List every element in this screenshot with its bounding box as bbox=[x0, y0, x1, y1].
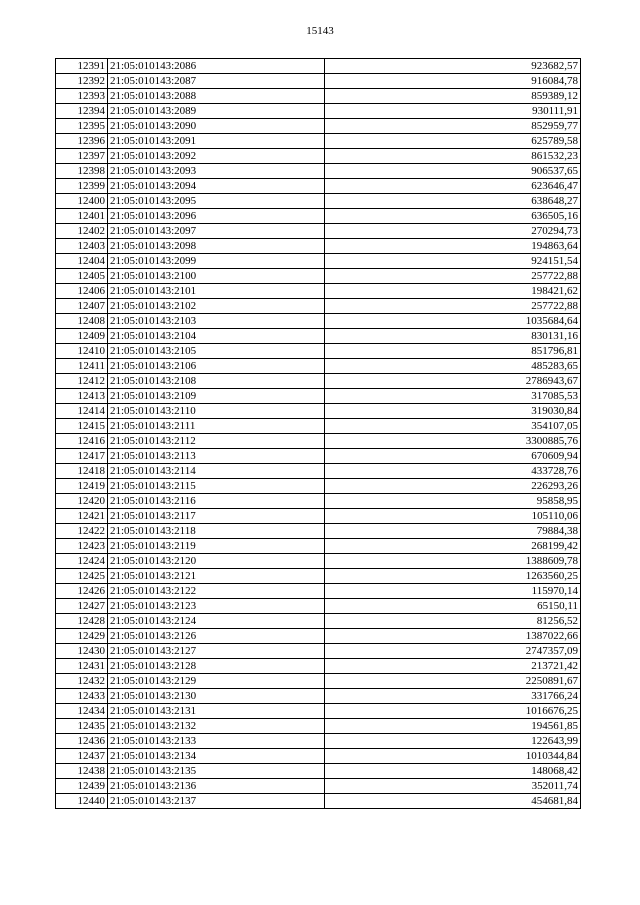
row-number-cell: 12394 bbox=[56, 104, 108, 119]
table-row bbox=[56, 89, 581, 104]
cadastral-number-cell: 21:05:010143:2130 bbox=[108, 689, 325, 704]
table-row bbox=[56, 734, 581, 749]
row-number-cell: 12399 bbox=[56, 179, 108, 194]
row-number-cell: 12412 bbox=[56, 374, 108, 389]
row-number-cell: 12432 bbox=[56, 674, 108, 689]
row-number-cell: 12422 bbox=[56, 524, 108, 539]
cadastral-number-cell: 21:05:010143:2103 bbox=[108, 314, 325, 329]
cadastral-number-cell: 21:05:010143:2110 bbox=[108, 404, 325, 419]
cadastral-value-cell: 331766,24 bbox=[325, 689, 581, 704]
cadastral-value-cell: 1263560,25 bbox=[325, 569, 581, 584]
table-row bbox=[56, 239, 581, 254]
table-row bbox=[56, 359, 581, 374]
cadastral-value-cell: 923682,57 bbox=[325, 59, 581, 74]
cadastral-number-cell: 21:05:010143:2118 bbox=[108, 524, 325, 539]
row-number-cell: 12431 bbox=[56, 659, 108, 674]
table-row bbox=[56, 554, 581, 569]
cadastral-value-cell: 198421,62 bbox=[325, 284, 581, 299]
cadastral-value-cell: 115970,14 bbox=[325, 584, 581, 599]
cadastral-number-cell: 21:05:010143:2108 bbox=[108, 374, 325, 389]
cadastral-value-cell: 2786943,67 bbox=[325, 374, 581, 389]
cadastral-value-cell: 194561,85 bbox=[325, 719, 581, 734]
row-number-cell: 12402 bbox=[56, 224, 108, 239]
cadastral-value-cell: 3300885,76 bbox=[325, 434, 581, 449]
cadastral-value-cell: 851796,81 bbox=[325, 344, 581, 359]
row-number-cell: 12415 bbox=[56, 419, 108, 434]
table-row bbox=[56, 59, 581, 74]
cadastral-number-cell: 21:05:010143:2123 bbox=[108, 599, 325, 614]
row-number-cell: 12407 bbox=[56, 299, 108, 314]
cadastral-number-cell: 21:05:010143:2092 bbox=[108, 149, 325, 164]
table-row bbox=[56, 599, 581, 614]
cadastral-number-cell: 21:05:010143:2129 bbox=[108, 674, 325, 689]
cadastral-value-cell: 861532,23 bbox=[325, 149, 581, 164]
row-number-cell: 12401 bbox=[56, 209, 108, 224]
row-number-cell: 12393 bbox=[56, 89, 108, 104]
table-row bbox=[56, 284, 581, 299]
cadastral-number-cell: 21:05:010143:2124 bbox=[108, 614, 325, 629]
table-row bbox=[56, 509, 581, 524]
cadastral-number-cell: 21:05:010143:2127 bbox=[108, 644, 325, 659]
table-row bbox=[56, 569, 581, 584]
table-row bbox=[56, 254, 581, 269]
table-row bbox=[56, 389, 581, 404]
cadastral-value-cell: 1010344,84 bbox=[325, 749, 581, 764]
table-row bbox=[56, 119, 581, 134]
cadastral-number-cell: 21:05:010143:2100 bbox=[108, 269, 325, 284]
cadastral-number-cell: 21:05:010143:2088 bbox=[108, 89, 325, 104]
cadastral-value-cell: 670609,94 bbox=[325, 449, 581, 464]
table-row bbox=[56, 404, 581, 419]
row-number-cell: 12409 bbox=[56, 329, 108, 344]
table-row bbox=[56, 704, 581, 719]
row-number-cell: 12437 bbox=[56, 749, 108, 764]
table-row bbox=[56, 374, 581, 389]
cadastral-value-cell: 2747357,09 bbox=[325, 644, 581, 659]
cadastral-value-cell: 623646,47 bbox=[325, 179, 581, 194]
row-number-cell: 12405 bbox=[56, 269, 108, 284]
table-row bbox=[56, 719, 581, 734]
row-number-cell: 12435 bbox=[56, 719, 108, 734]
table-row bbox=[56, 209, 581, 224]
table-row bbox=[56, 479, 581, 494]
cadastral-value-cell: 930111,91 bbox=[325, 104, 581, 119]
cadastral-value-cell: 1387022,66 bbox=[325, 629, 581, 644]
table-row bbox=[56, 104, 581, 119]
cadastral-value-cell: 319030,84 bbox=[325, 404, 581, 419]
cadastral-number-cell: 21:05:010143:2116 bbox=[108, 494, 325, 509]
cadastral-number-cell: 21:05:010143:2096 bbox=[108, 209, 325, 224]
row-number-cell: 12430 bbox=[56, 644, 108, 659]
cadastral-value-table bbox=[55, 58, 581, 809]
cadastral-number-cell: 21:05:010143:2109 bbox=[108, 389, 325, 404]
cadastral-value-cell: 2250891,67 bbox=[325, 674, 581, 689]
cadastral-number-cell: 21:05:010143:2120 bbox=[108, 554, 325, 569]
cadastral-number-cell: 21:05:010143:2133 bbox=[108, 734, 325, 749]
row-number-cell: 12416 bbox=[56, 434, 108, 449]
cadastral-number-cell: 21:05:010143:2111 bbox=[108, 419, 325, 434]
row-number-cell: 12419 bbox=[56, 479, 108, 494]
row-number-cell: 12421 bbox=[56, 509, 108, 524]
cadastral-number-cell: 21:05:010143:2094 bbox=[108, 179, 325, 194]
table-row bbox=[56, 344, 581, 359]
cadastral-number-cell: 21:05:010143:2095 bbox=[108, 194, 325, 209]
table-row bbox=[56, 539, 581, 554]
cadastral-value-cell: 638648,27 bbox=[325, 194, 581, 209]
cadastral-value-cell: 226293,26 bbox=[325, 479, 581, 494]
row-number-cell: 12417 bbox=[56, 449, 108, 464]
row-number-cell: 12411 bbox=[56, 359, 108, 374]
table-row bbox=[56, 524, 581, 539]
cadastral-value-cell: 95858,95 bbox=[325, 494, 581, 509]
cadastral-value-cell: 213721,42 bbox=[325, 659, 581, 674]
cadastral-number-cell: 21:05:010143:2128 bbox=[108, 659, 325, 674]
cadastral-number-cell: 21:05:010143:2132 bbox=[108, 719, 325, 734]
table-row bbox=[56, 464, 581, 479]
table-row bbox=[56, 299, 581, 314]
table-row bbox=[56, 419, 581, 434]
cadastral-number-cell: 21:05:010143:2112 bbox=[108, 434, 325, 449]
cadastral-value-cell: 257722,88 bbox=[325, 299, 581, 314]
cadastral-number-cell: 21:05:010143:2134 bbox=[108, 749, 325, 764]
cadastral-value-cell: 433728,76 bbox=[325, 464, 581, 479]
cadastral-value-cell: 916084,78 bbox=[325, 74, 581, 89]
cadastral-number-cell: 21:05:010143:2104 bbox=[108, 329, 325, 344]
table-row bbox=[56, 179, 581, 194]
row-number-cell: 12424 bbox=[56, 554, 108, 569]
row-number-cell: 12392 bbox=[56, 74, 108, 89]
cadastral-number-cell: 21:05:010143:2135 bbox=[108, 764, 325, 779]
page-number: 15143 bbox=[306, 25, 334, 37]
row-number-cell: 12434 bbox=[56, 704, 108, 719]
row-number-cell: 12397 bbox=[56, 149, 108, 164]
table-row bbox=[56, 614, 581, 629]
cadastral-number-cell: 21:05:010143:2126 bbox=[108, 629, 325, 644]
cadastral-number-cell: 21:05:010143:2106 bbox=[108, 359, 325, 374]
row-number-cell: 12427 bbox=[56, 599, 108, 614]
row-number-cell: 12413 bbox=[56, 389, 108, 404]
cadastral-number-cell: 21:05:010143:2121 bbox=[108, 569, 325, 584]
row-number-cell: 12438 bbox=[56, 764, 108, 779]
row-number-cell: 12425 bbox=[56, 569, 108, 584]
row-number-cell: 12396 bbox=[56, 134, 108, 149]
row-number-cell: 12410 bbox=[56, 344, 108, 359]
row-number-cell: 12433 bbox=[56, 689, 108, 704]
row-number-cell: 12406 bbox=[56, 284, 108, 299]
cadastral-value-cell: 924151,54 bbox=[325, 254, 581, 269]
row-number-cell: 12391 bbox=[56, 59, 108, 74]
cadastral-number-cell: 21:05:010143:2119 bbox=[108, 539, 325, 554]
cadastral-value-cell: 270294,73 bbox=[325, 224, 581, 239]
table-row bbox=[56, 749, 581, 764]
table-row bbox=[56, 584, 581, 599]
table-row bbox=[56, 494, 581, 509]
cadastral-value-cell: 906537,65 bbox=[325, 164, 581, 179]
table-row bbox=[56, 659, 581, 674]
cadastral-number-cell: 21:05:010143:2131 bbox=[108, 704, 325, 719]
cadastral-value-cell: 268199,42 bbox=[325, 539, 581, 554]
row-number-cell: 12404 bbox=[56, 254, 108, 269]
cadastral-number-cell: 21:05:010143:2091 bbox=[108, 134, 325, 149]
cadastral-number-cell: 21:05:010143:2105 bbox=[108, 344, 325, 359]
table-row bbox=[56, 164, 581, 179]
cadastral-value-cell: 257722,88 bbox=[325, 269, 581, 284]
cadastral-value-cell: 625789,58 bbox=[325, 134, 581, 149]
table-row bbox=[56, 329, 581, 344]
cadastral-value-cell: 79884,38 bbox=[325, 524, 581, 539]
cadastral-number-cell: 21:05:010143:2136 bbox=[108, 779, 325, 794]
cadastral-value-cell: 148068,42 bbox=[325, 764, 581, 779]
row-number-cell: 12428 bbox=[56, 614, 108, 629]
cadastral-number-cell: 21:05:010143:2093 bbox=[108, 164, 325, 179]
table-row bbox=[56, 689, 581, 704]
table-row bbox=[56, 449, 581, 464]
table-row bbox=[56, 794, 581, 809]
row-number-cell: 12414 bbox=[56, 404, 108, 419]
row-number-cell: 12429 bbox=[56, 629, 108, 644]
cadastral-value-cell: 65150,11 bbox=[325, 599, 581, 614]
cadastral-value-cell: 122643,99 bbox=[325, 734, 581, 749]
table-row bbox=[56, 314, 581, 329]
row-number-cell: 12398 bbox=[56, 164, 108, 179]
row-number-cell: 12439 bbox=[56, 779, 108, 794]
cadastral-value-cell: 454681,84 bbox=[325, 794, 581, 809]
cadastral-value-cell: 485283,65 bbox=[325, 359, 581, 374]
cadastral-value-cell: 194863,64 bbox=[325, 239, 581, 254]
row-number-cell: 12423 bbox=[56, 539, 108, 554]
row-number-cell: 12418 bbox=[56, 464, 108, 479]
cadastral-value-cell: 81256,52 bbox=[325, 614, 581, 629]
table-row bbox=[56, 629, 581, 644]
row-number-cell: 12440 bbox=[56, 794, 108, 809]
table-row bbox=[56, 224, 581, 239]
table-row bbox=[56, 194, 581, 209]
table-body bbox=[56, 59, 581, 809]
cadastral-value-cell: 636505,16 bbox=[325, 209, 581, 224]
row-number-cell: 12436 bbox=[56, 734, 108, 749]
table-row bbox=[56, 74, 581, 89]
cadastral-number-cell: 21:05:010143:2102 bbox=[108, 299, 325, 314]
table-row bbox=[56, 779, 581, 794]
table-row bbox=[56, 149, 581, 164]
table-row bbox=[56, 674, 581, 689]
cadastral-value-cell: 317085,53 bbox=[325, 389, 581, 404]
row-number-cell: 12420 bbox=[56, 494, 108, 509]
cadastral-number-cell: 21:05:010143:2099 bbox=[108, 254, 325, 269]
cadastral-number-cell: 21:05:010143:2098 bbox=[108, 239, 325, 254]
cadastral-value-cell: 352011,74 bbox=[325, 779, 581, 794]
cadastral-number-cell: 21:05:010143:2101 bbox=[108, 284, 325, 299]
table-row bbox=[56, 434, 581, 449]
cadastral-number-cell: 21:05:010143:2137 bbox=[108, 794, 325, 809]
row-number-cell: 12395 bbox=[56, 119, 108, 134]
cadastral-value-cell: 852959,77 bbox=[325, 119, 581, 134]
cadastral-value-cell: 1388609,78 bbox=[325, 554, 581, 569]
cadastral-number-cell: 21:05:010143:2117 bbox=[108, 509, 325, 524]
cadastral-value-cell: 830131,16 bbox=[325, 329, 581, 344]
table-row bbox=[56, 644, 581, 659]
cadastral-number-cell: 21:05:010143:2097 bbox=[108, 224, 325, 239]
cadastral-value-cell: 354107,05 bbox=[325, 419, 581, 434]
cadastral-number-cell: 21:05:010143:2114 bbox=[108, 464, 325, 479]
cadastral-value-cell: 1035684,64 bbox=[325, 314, 581, 329]
row-number-cell: 12403 bbox=[56, 239, 108, 254]
table-row bbox=[56, 269, 581, 284]
cadastral-number-cell: 21:05:010143:2122 bbox=[108, 584, 325, 599]
table-row bbox=[56, 134, 581, 149]
cadastral-number-cell: 21:05:010143:2115 bbox=[108, 479, 325, 494]
cadastral-value-cell: 1016676,25 bbox=[325, 704, 581, 719]
cadastral-number-cell: 21:05:010143:2090 bbox=[108, 119, 325, 134]
cadastral-value-cell: 105110,06 bbox=[325, 509, 581, 524]
table-row bbox=[56, 764, 581, 779]
row-number-cell: 12400 bbox=[56, 194, 108, 209]
cadastral-number-cell: 21:05:010143:2113 bbox=[108, 449, 325, 464]
cadastral-number-cell: 21:05:010143:2089 bbox=[108, 104, 325, 119]
cadastral-number-cell: 21:05:010143:2087 bbox=[108, 74, 325, 89]
cadastral-number-cell: 21:05:010143:2086 bbox=[108, 59, 325, 74]
cadastral-value-cell: 859389,12 bbox=[325, 89, 581, 104]
row-number-cell: 12408 bbox=[56, 314, 108, 329]
row-number-cell: 12426 bbox=[56, 584, 108, 599]
